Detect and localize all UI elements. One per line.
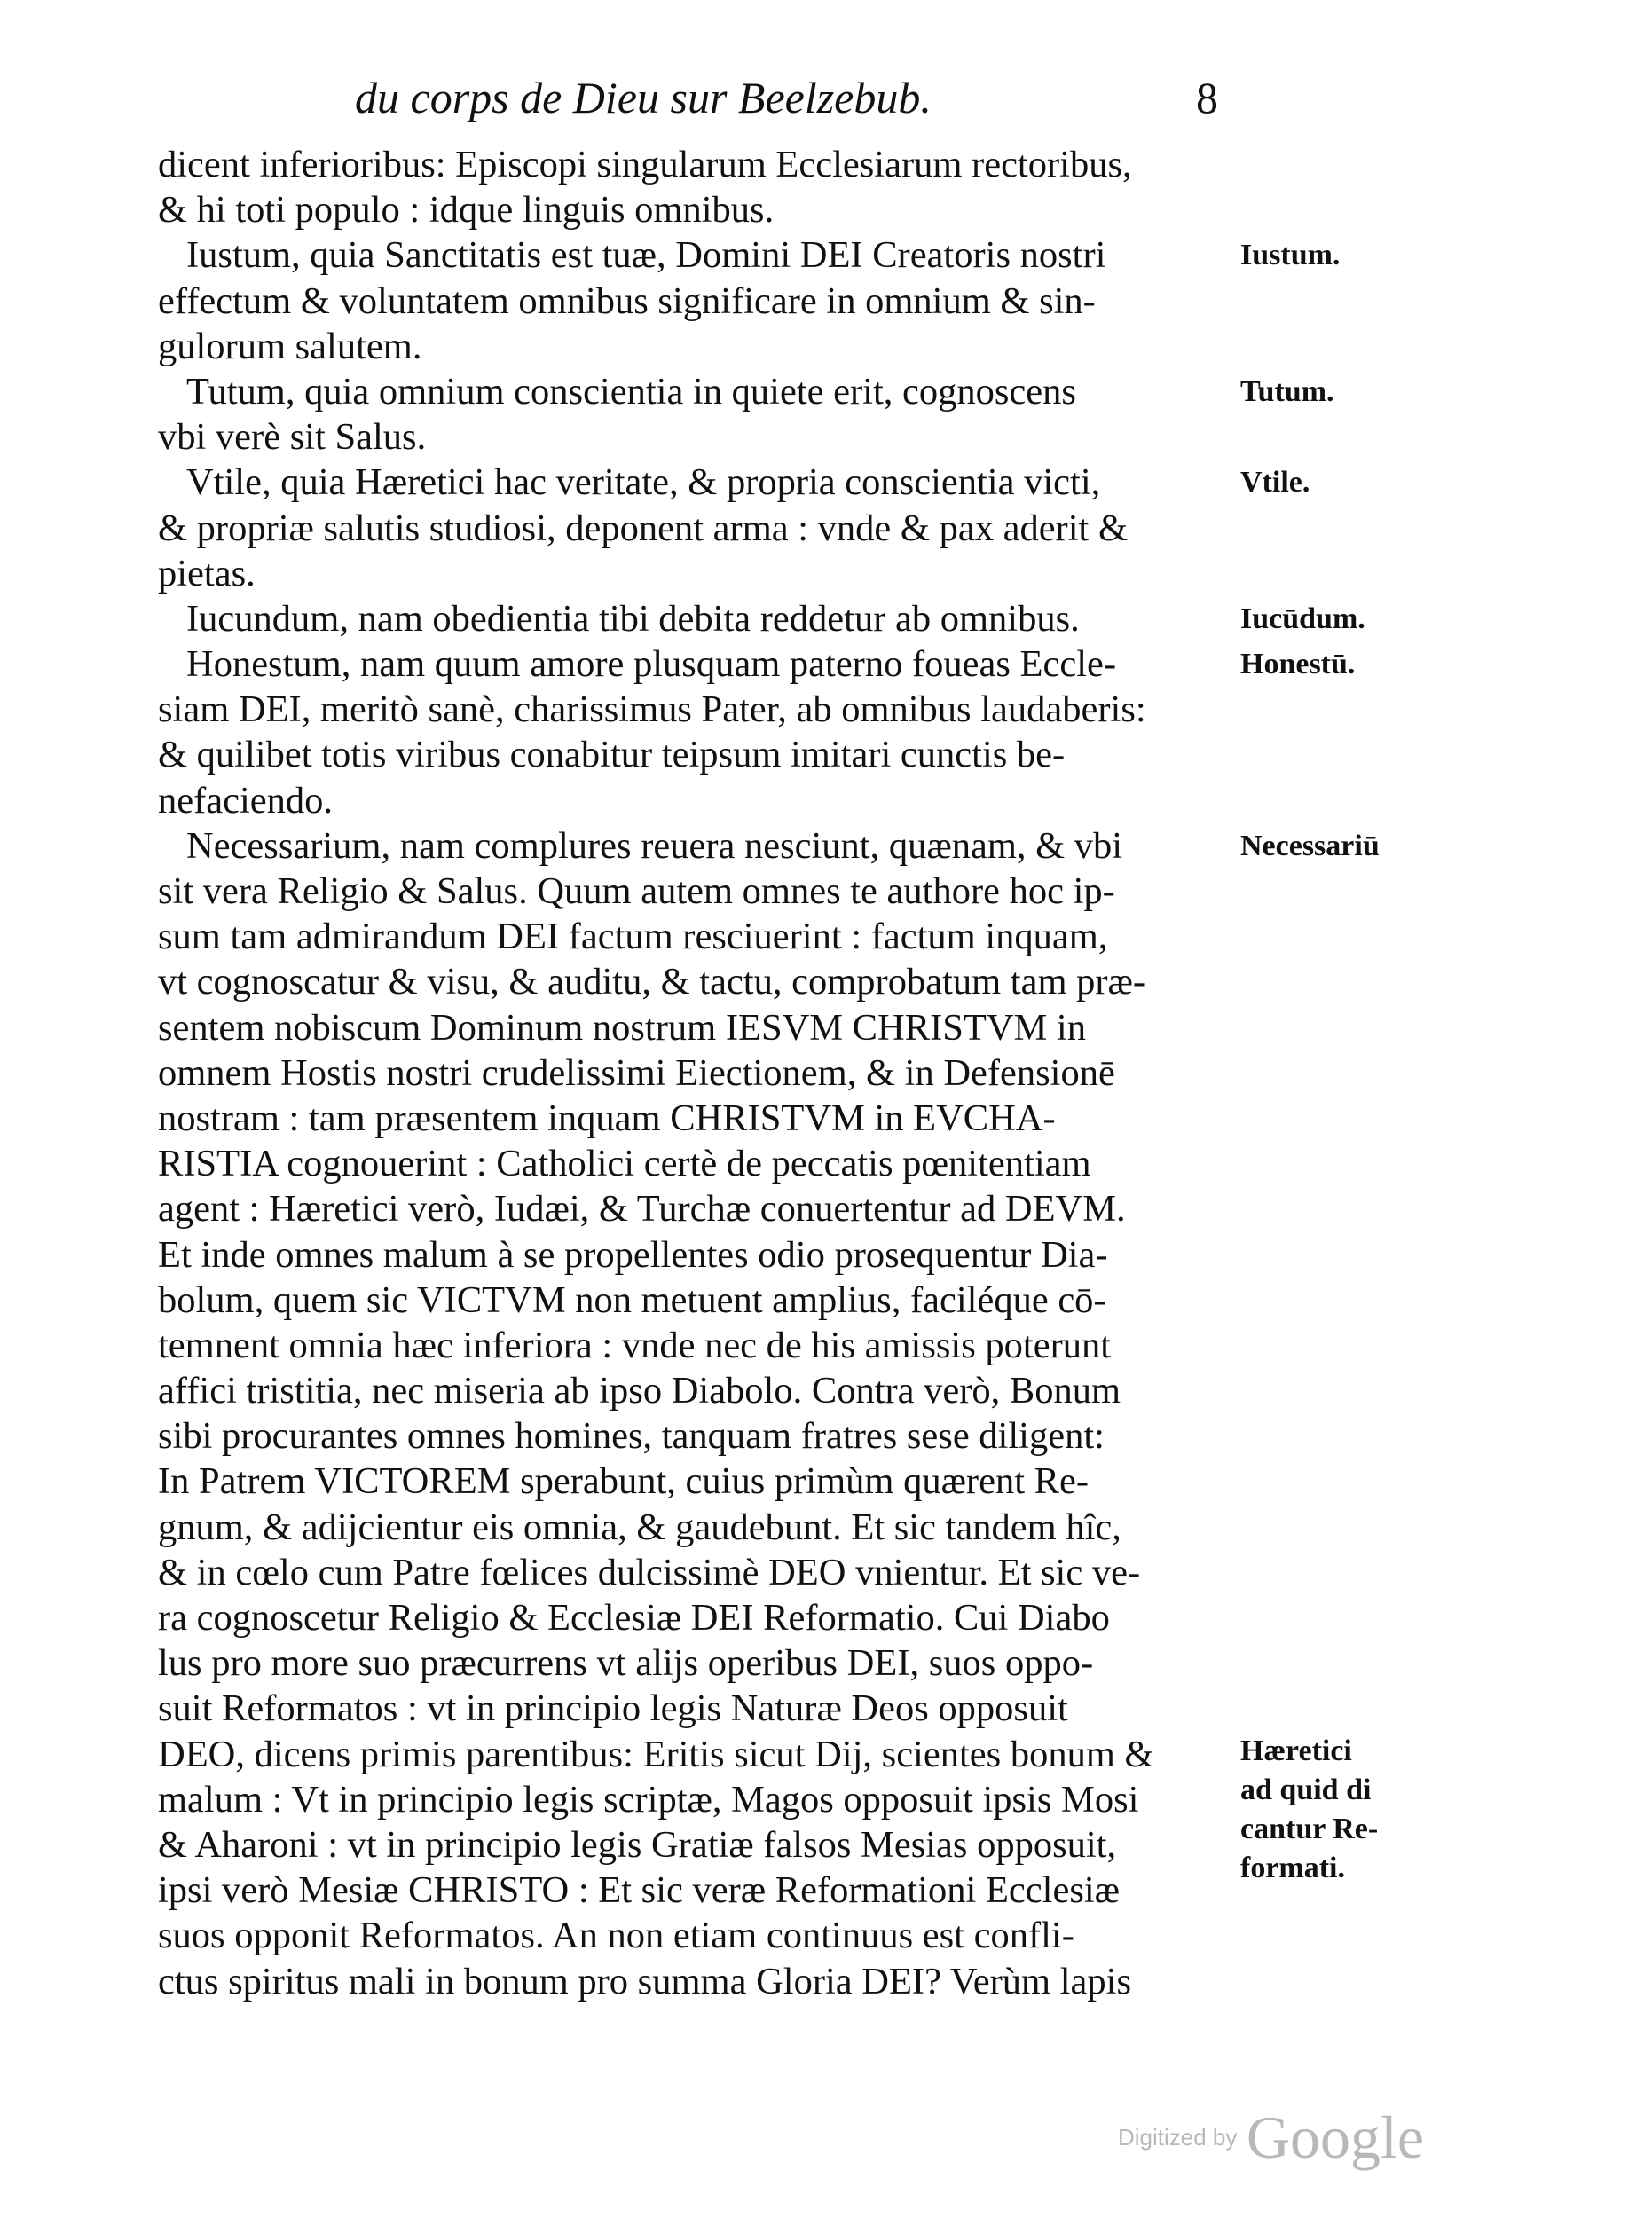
text-line: pietas.	[158, 552, 256, 594]
page-number: 8	[1196, 73, 1218, 122]
margin-note: Necessariū	[1240, 830, 1380, 862]
text-line: nefaciendo.	[158, 779, 334, 822]
text-line: bolum, quem sic VICTVM non metuent amplius, faciléque cō-	[158, 1278, 1106, 1321]
watermark-prefix: Digitized by	[1118, 2124, 1238, 2151]
running-title: du corps de Dieu sur Beelzebub.	[355, 73, 932, 122]
text-line: vbi verè sit Salus.	[158, 416, 427, 459]
text-line: Necessarium, nam complures reuera nesciunt, quænam, & vbi	[186, 824, 1123, 867]
text-line: & quilibet totis viribus conabitur teipsum imitari cunctis be-	[158, 734, 1066, 776]
margin-note: Iucūdum.	[1240, 602, 1365, 635]
text-line: RISTIA cognouerint : Catholici certè de peccatis pœnitentiam	[158, 1143, 1091, 1185]
text-line: Iustum, quia Sanctitatis est tuæ, Domini DEI Creatoris nostri	[186, 234, 1106, 277]
text-line: & Aharoni : vt in principio legis Gratiæ falsos Mesias opposuit,	[158, 1823, 1117, 1866]
text-line: Vtile, quia Hæretici hac veritate, & propria conscientia victi,	[186, 461, 1101, 504]
text-line: ctus spiritus mali in bonum pro summa Gloria DEI? Verùm lapis	[158, 1960, 1131, 2002]
text-line: dicent inferioribus: Episcopi singularum Ecclesiarum rectoribus,	[158, 144, 1132, 185]
text-line: ipsi verò Mesiæ CHRISTO : Et sic veræ Reformationi Ecclesiæ	[158, 1869, 1121, 1912]
text-line: omnem Hostis nostri crudelissimi Eiectionem, & in Defensionē	[158, 1051, 1115, 1094]
text-line: affici tristitia, nec miseria ab ipso Diabolo. Contra verò, Bonum	[158, 1370, 1121, 1412]
text-line: vt cognoscatur & visu, & auditu, & tactu, comprobatum tam præ-	[158, 961, 1146, 1003]
margin-note: Tutum.	[1240, 375, 1334, 408]
text-line: sit vera Religio & Salus. Quum autem omnes te authore hoc ip-	[158, 870, 1115, 912]
text-line: agent : Hæretici verò, Iudæi, & Turchæ conuertentur ad DEVM.	[158, 1188, 1126, 1231]
text-line: In Patrem VICTOREM sperabunt, cuius primùm quærent Re-	[158, 1460, 1089, 1503]
text-line: & propriæ salutis studiosi, deponent arma : vnde & pax aderit &	[158, 507, 1129, 549]
margin-note: Honestū.	[1240, 648, 1356, 681]
text-line: sum tam admirandum DEI factum resciuerint : factum inquam,	[158, 916, 1108, 958]
text-line: temnent omnia hæc inferiora : vnde nec de his amissis poterunt	[158, 1324, 1112, 1366]
margin-note: Hæretici ad quid di cantur Re- formati.	[1240, 1734, 1379, 1884]
text-line: nostram : tam præsentem inquam CHRISTVM in EVCHA-	[158, 1097, 1056, 1139]
text-line: Honestum, nam quum amore plusquam paterno foueas Eccle-	[186, 643, 1117, 686]
text-line: siam DEI, meritò sanè, charissimus Pater, ab omnibus laudaberis:	[158, 688, 1146, 731]
google-logo: Google	[1246, 2104, 1425, 2171]
body-text	[158, 142, 1249, 2004]
text-line: sentem nobiscum Dominum nostrum IESVM CHRISTVM in	[158, 1006, 1086, 1049]
text-line: suos opponit Reformatos. An non etiam continuus est confli-	[158, 1915, 1074, 1957]
text-line: sibi procurantes omnes homines, tanquam fratres sese diligent:	[158, 1415, 1105, 1458]
text-line: ra cognoscetur Religio & Ecclesiæ DEI Reformatio. Cui Diabo	[158, 1597, 1110, 1639]
margin-note: Iustum.	[1240, 239, 1341, 272]
text-line: DEO, dicens primis parentibus: Eritis sicut Dij, scientes bonum &	[158, 1733, 1154, 1775]
text-line: Et inde omnes malum à se propellentes odio prosequentur Dia-	[158, 1233, 1108, 1276]
page-header	[355, 69, 1242, 140]
text-line: effectum & voluntatem omnibus significare in omnium & sin-	[158, 279, 1096, 322]
digitized-watermark	[1118, 2103, 1424, 2173]
text-line: suit Reformatos : vt in principio legis Naturæ Deos opposuit	[158, 1687, 1068, 1730]
text-line: gulorum salutem.	[158, 325, 422, 367]
text-line: Iucundum, nam obedientia tibi debita reddetur ab omnibus.	[186, 597, 1080, 640]
text-line: gnum, & adijcientur eis omnia, & gaudebunt. Et sic tandem hîc,	[158, 1506, 1121, 1548]
text-line: & hi toti populo : idque linguis omnibus.	[158, 189, 775, 232]
text-line: lus pro more suo præcurrens vt alijs operibus DEI, suos oppo-	[158, 1642, 1094, 1685]
text-line: Tutum, quia omnium conscientia in quiete erit, cognoscens	[186, 370, 1076, 413]
margin-note: Vtile.	[1240, 466, 1310, 499]
text-line: malum : Vt in principio legis scriptæ, Magos opposuit ipsis Mosi	[158, 1778, 1139, 1821]
text-line: & in cœlo cum Patre fœlices dulcissimè DEO vnientur. Et sic ve-	[158, 1551, 1141, 1593]
